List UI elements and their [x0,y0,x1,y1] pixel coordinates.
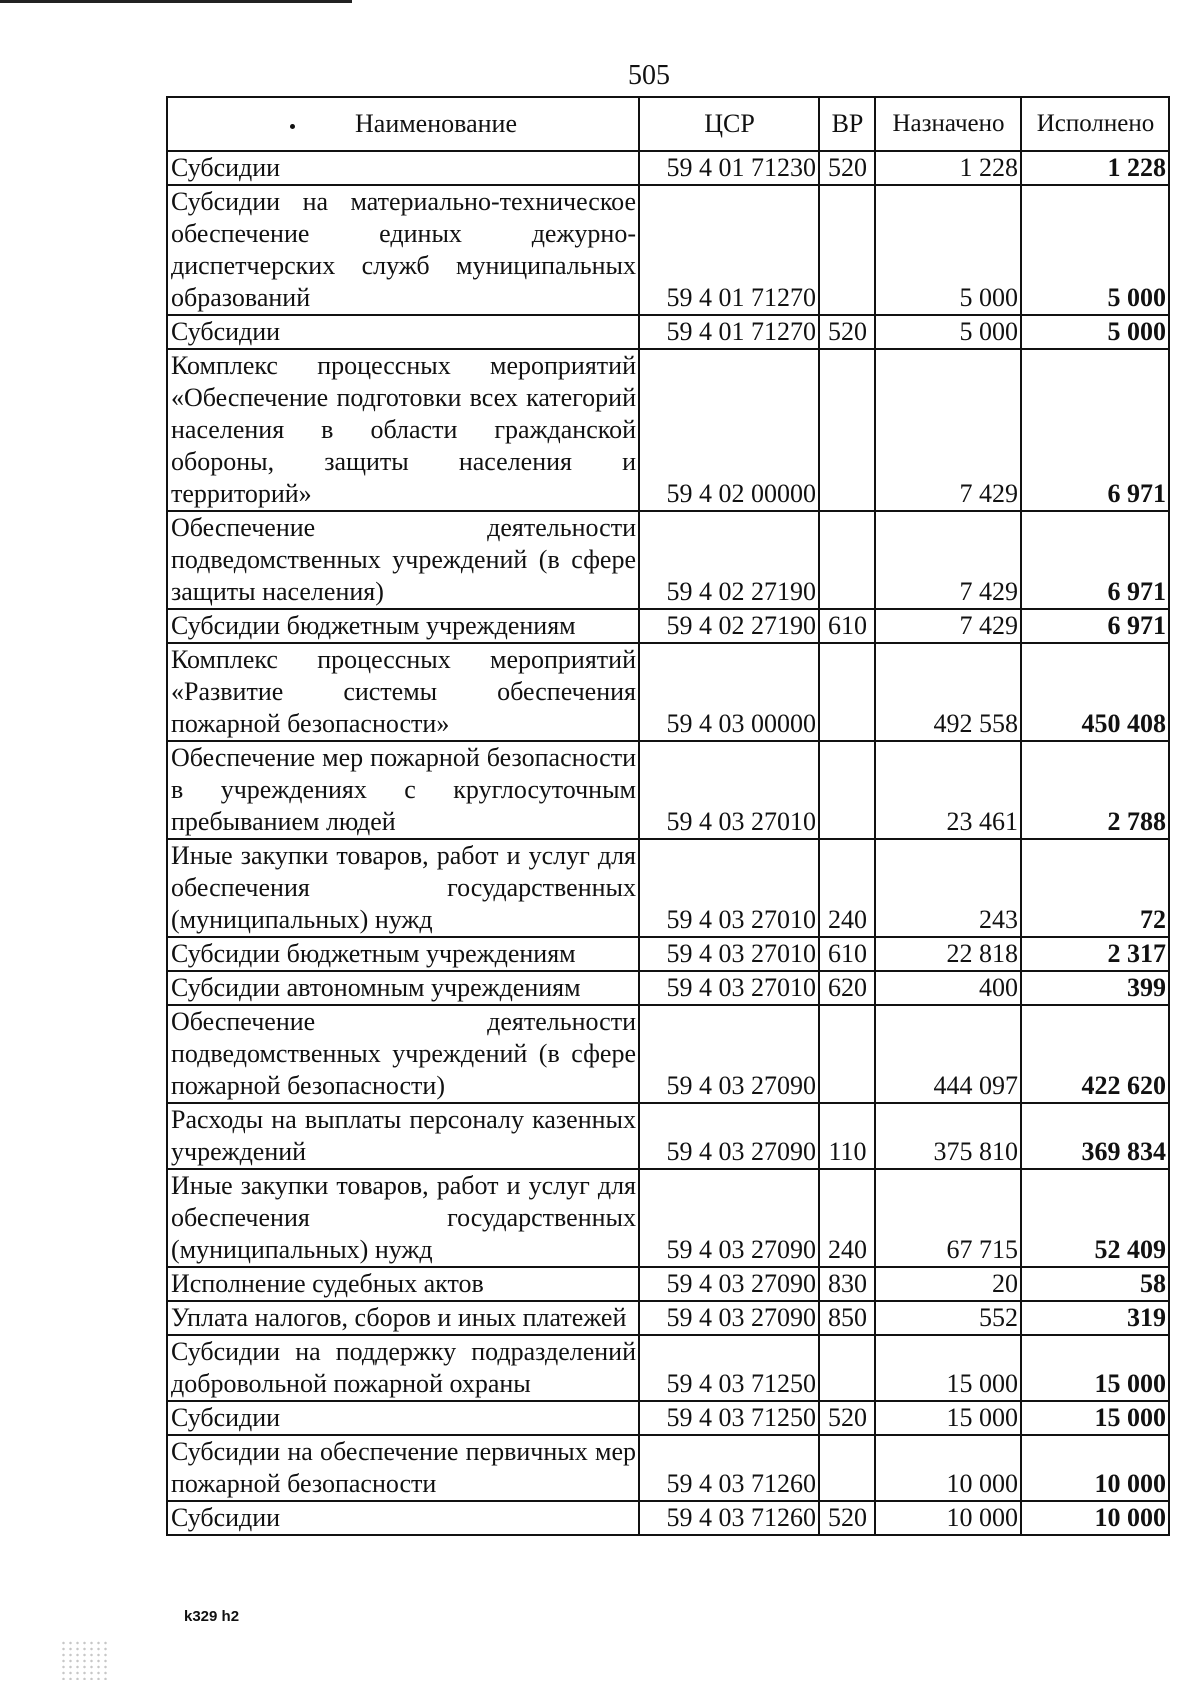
table-row [167,1301,1169,1335]
header-name [167,97,639,151]
cell-name: Субсидии [167,315,639,349]
cell-code: 59 4 03 00000 [639,643,819,741]
cell-assigned: 5 000 [875,315,1021,349]
bullet-dot [290,124,295,129]
cell-name: Обеспечение деятельности подведомственных учреждений (в сфере защиты населения) [167,511,639,609]
header-assigned: Назначено [875,97,1021,151]
table-row [167,1267,1169,1301]
table-body [167,151,1169,1535]
table-row [167,937,1169,971]
cell-assigned: 10 000 [875,1435,1021,1501]
cell-vr [819,349,875,511]
cell-code: 59 4 03 27010 [639,971,819,1005]
cell-name: Субсидии на материально-техническое обеспечение единых дежурно-диспетчерских служб муниципальных образований [167,185,639,315]
cell-assigned: 10 000 [875,1501,1021,1535]
cell-code: 59 4 03 71260 [639,1501,819,1535]
cell-name: Комплекс процессных мероприятий «Обеспечение подготовки всех категорий населения в области гражданской обороны, защиты населения и территорий» [167,349,639,511]
cell-executed: 369 834 [1021,1103,1169,1169]
cell-executed: 10 000 [1021,1435,1169,1501]
cell-executed: 5 000 [1021,315,1169,349]
header-name-label: Наименование [355,109,517,138]
cell-code: 59 4 03 27090 [639,1267,819,1301]
cell-vr: 610 [819,937,875,971]
cell-assigned: 20 [875,1267,1021,1301]
cell-executed: 52 409 [1021,1169,1169,1267]
cell-vr [819,511,875,609]
cell-name: Субсидии на обеспечение первичных мер пожарной безопасности [167,1435,639,1501]
cell-assigned: 15 000 [875,1401,1021,1435]
cell-code: 59 4 02 00000 [639,349,819,511]
cell-code: 59 4 02 27190 [639,511,819,609]
cell-vr [819,185,875,315]
cell-executed: 319 [1021,1301,1169,1335]
table-row [167,839,1169,937]
table-row [167,1005,1169,1103]
cell-name: Комплекс процессных мероприятий «Развитие системы обеспечения пожарной безопасности» [167,643,639,741]
cell-executed: 2 317 [1021,937,1169,971]
table-row [167,1401,1169,1435]
cell-code: 59 4 02 27190 [639,609,819,643]
cell-executed: 15 000 [1021,1401,1169,1435]
cell-code: 59 4 01 71270 [639,185,819,315]
footer-code: k329 h2 [184,1608,240,1625]
table-row [167,151,1169,185]
cell-assigned: 7 429 [875,349,1021,511]
cell-code: 59 4 03 27090 [639,1169,819,1267]
header-row [167,97,1169,151]
cell-executed: 5 000 [1021,185,1169,315]
cell-code: 59 4 01 71270 [639,315,819,349]
cell-name: Уплата налогов, сборов и иных платежей [167,1301,639,1335]
cell-assigned: 243 [875,839,1021,937]
cell-vr: 520 [819,1401,875,1435]
cell-vr [819,1435,875,1501]
header-code: ЦСР [639,97,819,151]
cell-executed: 1 228 [1021,151,1169,185]
cell-assigned: 375 810 [875,1103,1021,1169]
cell-code: 59 4 03 27090 [639,1301,819,1335]
cell-executed: 2 788 [1021,741,1169,839]
cell-name: Субсидии на поддержку подразделений добровольной пожарной охраны [167,1335,639,1401]
table-row [167,741,1169,839]
table-row [167,1169,1169,1267]
cell-vr: 520 [819,1501,875,1535]
cell-name: Субсидии [167,1401,639,1435]
cell-executed: 450 408 [1021,643,1169,741]
header-executed: Исполнено [1021,97,1169,151]
header-vr: ВР [819,97,875,151]
cell-assigned: 400 [875,971,1021,1005]
cell-vr: 620 [819,971,875,1005]
cell-name: Субсидии [167,1501,639,1535]
scan-specks [60,1640,110,1680]
cell-assigned: 552 [875,1301,1021,1335]
cell-executed: 422 620 [1021,1005,1169,1103]
cell-assigned: 5 000 [875,185,1021,315]
table-row [167,185,1169,315]
cell-name: Обеспечение деятельности подведомственных учреждений (в сфере пожарной безопасности) [167,1005,639,1103]
cell-code: 59 4 03 71250 [639,1401,819,1435]
cell-code: 59 4 03 27090 [639,1103,819,1169]
cell-code: 59 4 03 27010 [639,937,819,971]
cell-name: Иные закупки товаров, работ и услуг для обеспечения государственных (муниципальных) нужд [167,1169,639,1267]
cell-assigned: 23 461 [875,741,1021,839]
cell-name: Расходы на выплаты персоналу казенных учреждений [167,1103,639,1169]
cell-vr [819,643,875,741]
table-row [167,1435,1169,1501]
cell-code: 59 4 01 71230 [639,151,819,185]
cell-assigned: 22 818 [875,937,1021,971]
cell-vr: 240 [819,1169,875,1267]
cell-code: 59 4 03 27090 [639,1005,819,1103]
cell-executed: 10 000 [1021,1501,1169,1535]
cell-name: Субсидии [167,151,639,185]
cell-name: Обеспечение мер пожарной безопасности в учреждениях с круглосуточным пребыванием людей [167,741,639,839]
table-row [167,1335,1169,1401]
cell-name: Субсидии бюджетным учреждениям [167,937,639,971]
cell-executed: 15 000 [1021,1335,1169,1401]
table-row [167,971,1169,1005]
cell-executed: 72 [1021,839,1169,937]
cell-name: Субсидии автономным учреждениям [167,971,639,1005]
cell-name: Иные закупки товаров, работ и услуг для обеспечения государственных (муниципальных) нужд [167,839,639,937]
cell-vr: 520 [819,315,875,349]
cell-vr: 240 [819,839,875,937]
cell-vr: 520 [819,151,875,185]
cell-assigned: 444 097 [875,1005,1021,1103]
cell-executed: 6 971 [1021,511,1169,609]
budget-table [166,96,1170,1536]
cell-vr: 110 [819,1103,875,1169]
cell-assigned: 7 429 [875,609,1021,643]
cell-vr [819,1005,875,1103]
cell-assigned: 1 228 [875,151,1021,185]
cell-assigned: 15 000 [875,1335,1021,1401]
table-row [167,511,1169,609]
table-row [167,609,1169,643]
table-row [167,315,1169,349]
cell-name: Исполнение судебных актов [167,1267,639,1301]
top-rule [0,0,352,3]
cell-vr: 830 [819,1267,875,1301]
table-row [167,1103,1169,1169]
cell-code: 59 4 03 71260 [639,1435,819,1501]
cell-code: 59 4 03 71250 [639,1335,819,1401]
table-row [167,349,1169,511]
cell-executed: 6 971 [1021,609,1169,643]
cell-assigned: 492 558 [875,643,1021,741]
cell-executed: 399 [1021,971,1169,1005]
cell-assigned: 67 715 [875,1169,1021,1267]
cell-executed: 58 [1021,1267,1169,1301]
cell-vr [819,741,875,839]
cell-vr: 610 [819,609,875,643]
page-number: 505 [628,60,670,91]
cell-assigned: 7 429 [875,511,1021,609]
cell-code: 59 4 03 27010 [639,839,819,937]
table-row [167,1501,1169,1535]
cell-vr: 850 [819,1301,875,1335]
cell-executed: 6 971 [1021,349,1169,511]
cell-vr [819,1335,875,1401]
table-row [167,643,1169,741]
cell-name: Субсидии бюджетным учреждениям [167,609,639,643]
cell-code: 59 4 03 27010 [639,741,819,839]
